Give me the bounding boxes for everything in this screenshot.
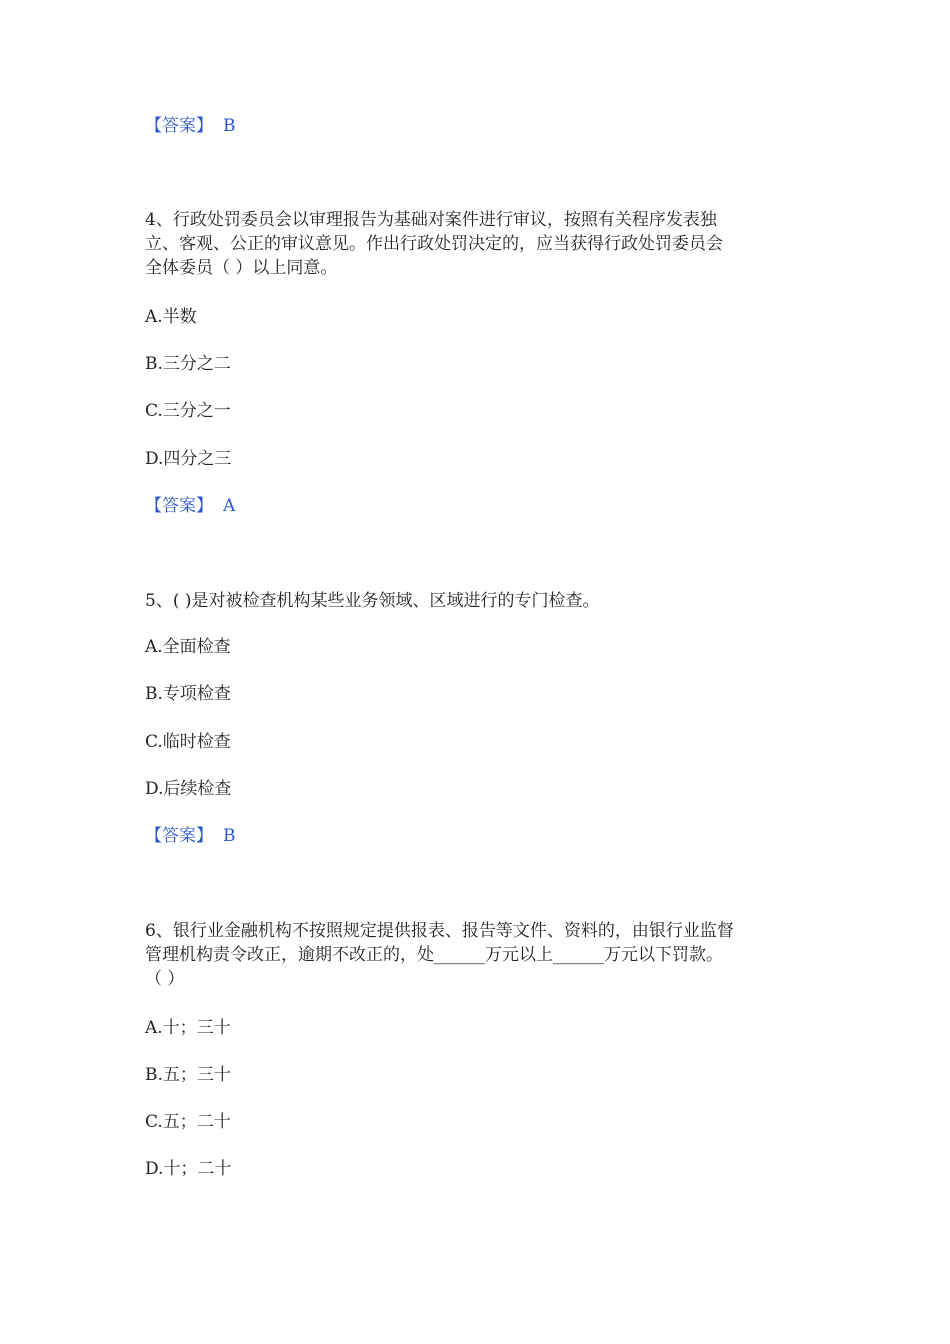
- q4-option-c: C.三分之一: [145, 401, 231, 421]
- q6-stem-line: 6、银行业金融机构不按照规定提供报表、报告等文件、资料的，由银行业监督: [145, 921, 734, 941]
- q5-answer-label: 【答案】: [145, 826, 213, 846]
- q4-option-a: A.半数: [145, 307, 197, 327]
- q5-option-a: A.全面检查: [145, 637, 231, 657]
- q5-stem-line: 5、( )是对被检查机构某些业务领域、区域进行的专门检查。: [145, 591, 600, 611]
- q6-option-b: B.五；三十: [145, 1065, 231, 1085]
- q5-option-d: D.后续检查: [145, 779, 232, 799]
- q6-stem-line: 管理机构责令改正，逾期不改正的，处______万元以上______万元以下罚款。: [145, 945, 723, 965]
- q4-answer-label: 【答案】: [145, 496, 213, 516]
- q4-stem-line: 全体委员（ ）以上同意。: [145, 258, 338, 278]
- q4-stem-line: 立、客观、公正的审议意见。作出行政处罚决定的，应当获得行政处罚委员会: [145, 234, 723, 254]
- q3-answer-label: 【答案】: [145, 116, 213, 136]
- q5-option-b: B.专项检查: [145, 684, 231, 704]
- q4-option-d: D.四分之三: [145, 449, 232, 469]
- q3-answer-value: B: [223, 116, 236, 136]
- q6-option-a: A.十；三十: [145, 1018, 231, 1038]
- q6-stem-line: （ ）: [145, 969, 185, 989]
- q4-stem-line: 4、行政处罚委员会以审理报告为基础对案件进行审议，按照有关程序发表独: [145, 210, 717, 230]
- q5-stem: [145, 589, 805, 613]
- q6-option-d: D.十；二十: [145, 1159, 232, 1179]
- q3-answer: [145, 115, 236, 137]
- q4-answer-value: A: [223, 496, 236, 516]
- q6-option-c: C.五；二十: [145, 1112, 231, 1132]
- q5-option-c: C.临时检查: [145, 732, 231, 752]
- q5-answer-value: B: [223, 826, 236, 846]
- q4-answer: [145, 495, 235, 517]
- q4-option-b: B.三分之二: [145, 354, 231, 374]
- q6-stem: [145, 919, 805, 991]
- q4-stem: [145, 208, 805, 280]
- q5-answer: [145, 825, 236, 847]
